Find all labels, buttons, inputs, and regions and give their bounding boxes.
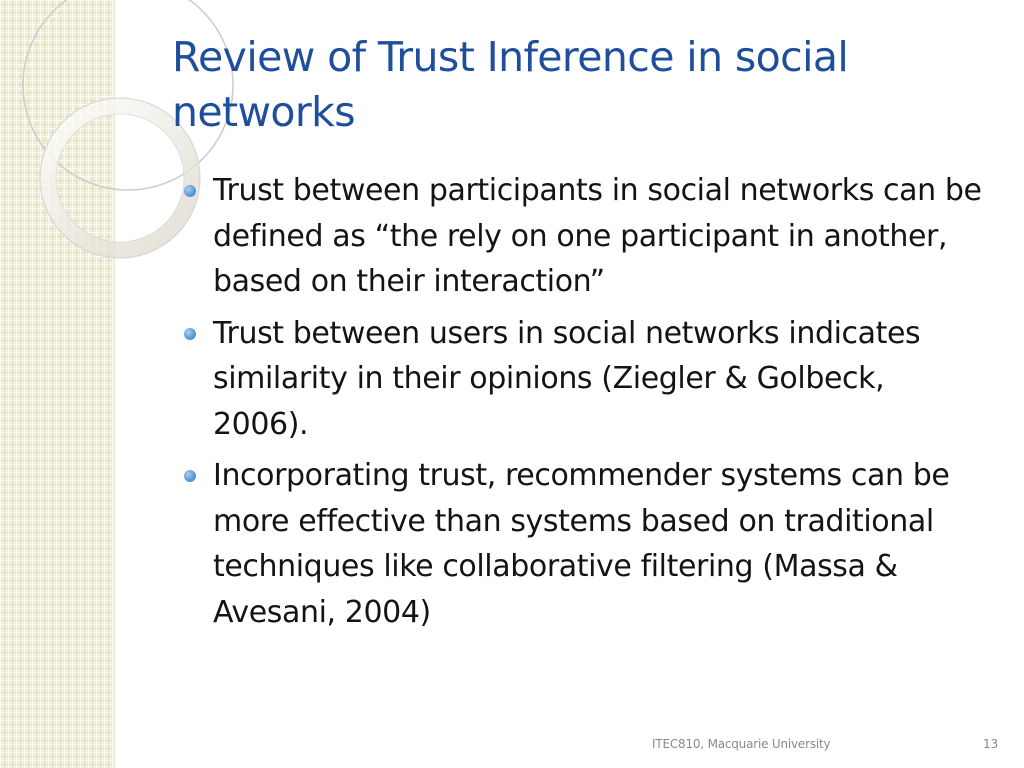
bullet-icon — [184, 470, 196, 482]
bullet-item — [181, 311, 986, 448]
bullet-list — [181, 168, 986, 641]
slide-title: Review of Trust Inference in social networks — [172, 33, 849, 136]
bullet-item — [181, 168, 986, 305]
bullet-text: Trust between users in social networks indicates similarity in their opinions (Ziegler & Golbeck, 2006). — [213, 315, 921, 442]
footer-text: ITEC810, Macquarie University — [652, 737, 831, 751]
bullet-text: Trust between participants in social networks can be defined as “the rely on one participant in another, based on their interaction” — [213, 173, 982, 299]
bullet-text: Incorporating trust, recommender systems can be more effective than systems based on traditional techniques like collaborative filtering (Massa & Avesani, 2004) — [213, 458, 950, 630]
bullet-icon — [184, 328, 196, 340]
bullet-icon — [184, 185, 196, 197]
bullet-item — [181, 453, 986, 635]
decorative-ring-thick — [48, 106, 192, 250]
page-number: 13 — [983, 737, 999, 751]
